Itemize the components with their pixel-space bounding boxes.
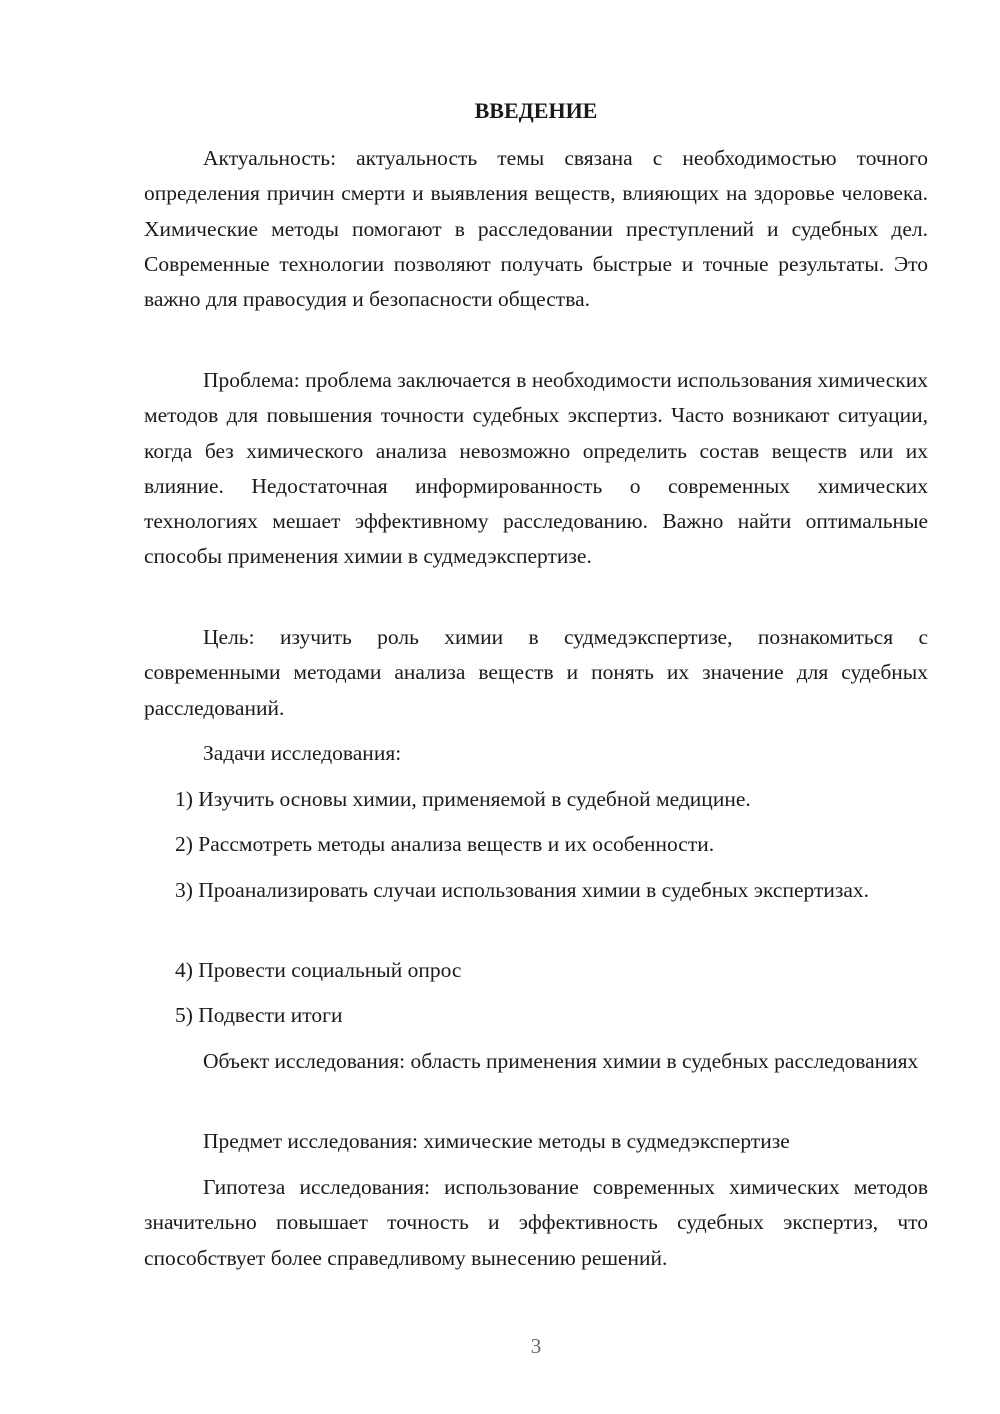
task-item: 4) Провести социальный опрос: [175, 958, 462, 982]
page-number: 3: [530, 1334, 542, 1358]
hypothesis-paragraph: Гипотеза исследования: использование современных химических методов значительно повышает точность и эффективность судебных экспертиз, что способствует более справедливому вынесению решений.: [144, 1175, 928, 1270]
goal-paragraph: Цель: изучить роль химии в судмедэкспертизе, познакомиться с современными методами анализа веществ и понять их значение для судебных расследований.: [144, 625, 928, 720]
task-item: 5) Подвести итоги: [175, 1003, 343, 1027]
task-item: 3) Проанализировать случаи использования химии в судебных экспертизах.: [175, 878, 870, 902]
subject-paragraph: Предмет исследования: химические методы в судмедэкспертизе: [203, 1129, 790, 1153]
task-item: 1) Изучить основы химии, применяемой в судебной медицине.: [175, 787, 751, 811]
problem-paragraph: Проблема: проблема заключается в необходимости использования химических методов для повышения точности судебных экспертиз. Часто возникают ситуации, когда без химического анализа невозможно определить состав веществ или их влияние. Недостаточная информированность о современных химических технологиях мешает эффективному расследованию. Важно найти оптимальные способы применения химии в судмедэкспертизе.: [144, 368, 928, 569]
tasks-heading: Задачи исследования:: [203, 741, 402, 765]
task-item: 2) Рассмотреть методы анализа веществ и их особенности.: [175, 832, 715, 856]
relevance-paragraph: Актуальность: актуальность темы связана с необходимостью точного определения причин смерти и выявления веществ, влияющих на здоровье человека. Химические методы помогают в расследовании преступлений и судебных дел. Современные технологии позволяют получать быстрые и точные результаты. Это важно для правосудия и безопасности общества.: [144, 146, 928, 312]
object-paragraph: Объект исследования: область применения химии в судебных расследованиях: [203, 1049, 919, 1073]
page-title: ВВЕДЕНИЕ: [474, 98, 598, 123]
